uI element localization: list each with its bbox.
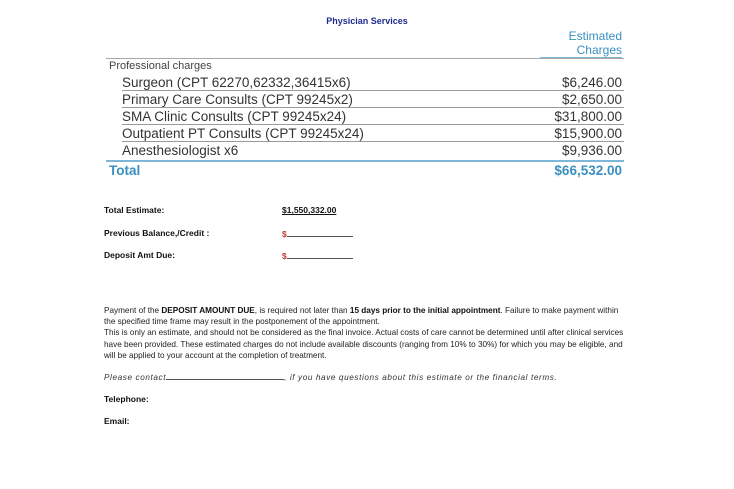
dollar-sign: $	[282, 229, 287, 239]
table-row	[122, 142, 624, 159]
contact-prefix: Please contact	[104, 373, 167, 382]
total-estimate-amount: $1,550,332.00	[282, 205, 337, 215]
previous-balance-field[interactable]	[282, 228, 353, 239]
row-amount: $9,936.00	[561, 143, 622, 158]
table-row	[122, 125, 624, 142]
table-row	[122, 91, 624, 108]
estimated-header-line2: Charges	[540, 43, 622, 58]
total-estimate-value	[282, 205, 336, 215]
charges-table	[122, 74, 624, 159]
row-amount: $31,800.00	[554, 109, 622, 124]
previous-balance-blank[interactable]	[287, 228, 353, 237]
contact-line	[104, 371, 557, 382]
contact-suffix: , if you have questions about this estimate or the financial terms.	[284, 373, 558, 382]
telephone-label: Telephone:	[104, 394, 149, 404]
email-label: Email:	[104, 416, 130, 426]
row-amount: $15,900.00	[554, 126, 622, 141]
total-rule	[106, 160, 624, 162]
deposit-due-blank[interactable]	[287, 250, 353, 259]
estimate-disclaimer-paragraph: This is only an estimate, and should not be considered as the final invoice. Actual costs of care cannot be determined until after clinical services have been provided. These estimated charges do not include available discounts (ranging from 10% to 30%) for which you may be eligible, and will be applied to your account at the completion of treatment.	[104, 328, 624, 360]
row-description: Surgeon (CPT 62270,62332,36415x6)	[122, 75, 351, 90]
page-title: Physician Services	[326, 16, 408, 26]
payment-terms-paragraph: Payment of the DEPOSIT AMOUNT DUE, is required not later than 15 days prior to the initial appointment. Failure to make payment within the specified time frame may result in the postponement of the appointment.	[104, 306, 619, 327]
table-top-rule	[106, 58, 624, 59]
deposit-due-field[interactable]	[282, 250, 353, 261]
deposit-due-label: Deposit Amt Due:	[104, 250, 175, 260]
charges-group-label: Professional charges	[109, 60, 212, 72]
row-description: Anesthesiologist x6	[122, 143, 239, 158]
previous-balance-label: Previous Balance,/Credit :	[104, 228, 210, 238]
row-amount: $6,246.00	[561, 75, 622, 90]
row-description: Outpatient PT Consults (CPT 99245x24)	[122, 126, 364, 141]
dollar-sign: $	[282, 251, 287, 261]
total-amount: $66,532.00	[554, 163, 622, 178]
row-description: SMA Clinic Consults (CPT 99245x24)	[122, 109, 347, 124]
row-amount: $2,650.00	[561, 92, 622, 107]
estimated-charges-header	[540, 29, 622, 58]
contact-blank[interactable]	[166, 371, 284, 380]
payment-notice	[104, 305, 626, 361]
table-row	[122, 74, 624, 91]
estimated-header-line1: Estimated	[568, 29, 622, 43]
total-estimate-label: Total Estimate:	[104, 205, 165, 215]
row-description: Primary Care Consults (CPT 99245x2)	[122, 92, 353, 107]
table-row	[122, 108, 624, 125]
total-label: Total	[109, 163, 141, 178]
